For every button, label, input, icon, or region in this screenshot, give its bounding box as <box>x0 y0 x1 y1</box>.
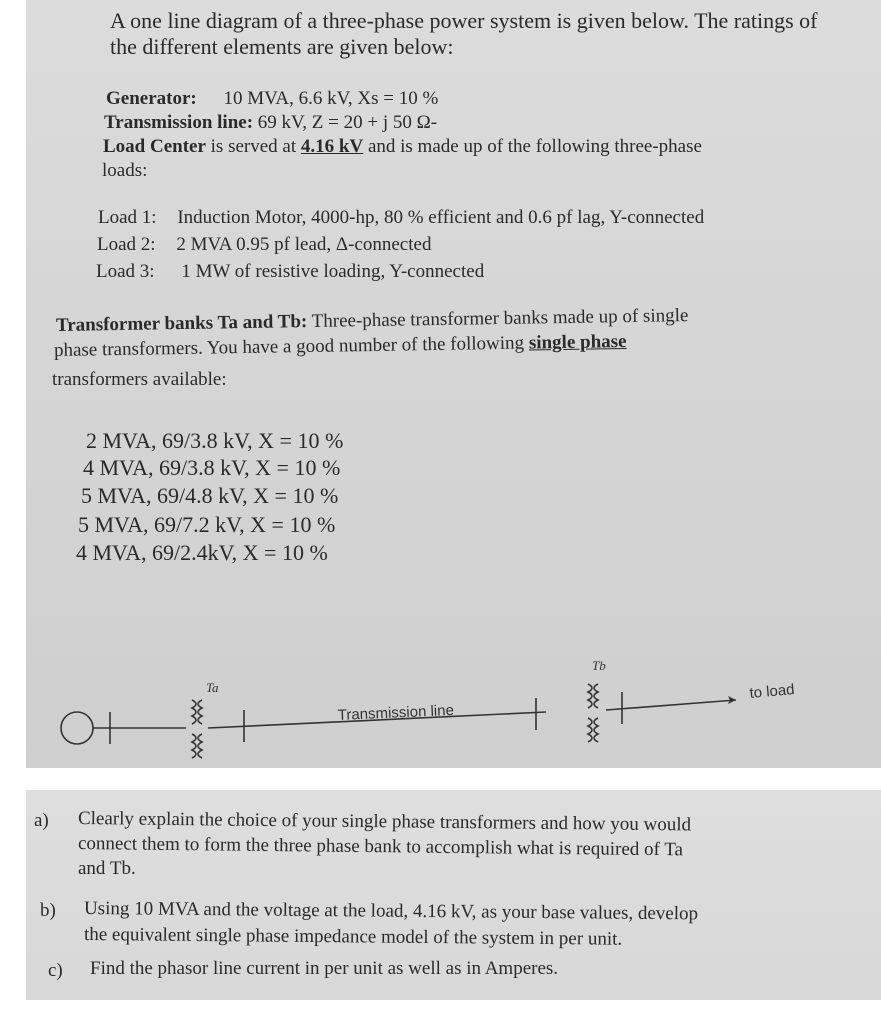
question-a-marker: a) <box>34 810 49 831</box>
transformer-banks-text-2a: phase transformers. You have a good number of the following <box>53 332 525 361</box>
load-1-desc: Induction Motor, 4000-hp, 80 % efficient and 0.6 pf lag, Y-connected <box>177 207 705 228</box>
generator-symbol <box>61 712 93 744</box>
load-3-label: Load 3: <box>96 261 155 282</box>
question-a-line-3: and Tb. <box>78 858 136 879</box>
ta-label: Ta <box>206 680 219 695</box>
question-a-line-1: Clearly explain the choice of your single phase transformers and how you would <box>77 808 692 836</box>
load-center-text-2: and is made up of the following three-phase <box>367 136 702 157</box>
question-a-line-2: connect them to form the three phase bank to accomplish what is required of Ta <box>77 833 684 861</box>
load-center-label: Load Center <box>103 136 206 157</box>
transformer-option-4: 5 MVA, 69/7.2 kV, X = 10 % <box>78 512 336 537</box>
tb-label: Tb <box>592 658 606 673</box>
ta-transformer-symbol <box>192 700 202 758</box>
load-center-voltage: 4.16 kV <box>300 136 364 157</box>
transmission-spec <box>104 112 437 134</box>
generator-spec <box>106 88 438 110</box>
intro-line-1: A one line diagram of a three-phase power system is given below. The ratings of <box>110 8 818 33</box>
load-center-text-1: is served at <box>210 136 297 157</box>
question-c-marker: c) <box>48 960 63 981</box>
tb-transformer-symbol <box>588 684 598 742</box>
question-b-line-1: Using 10 MVA and the voltage at the load, 4.16 kV, as your base values, develop <box>83 898 699 925</box>
one-line-diagram <box>26 640 881 768</box>
generator-label: Generator: <box>106 88 197 109</box>
question-b-line-2: the equivalent single phase impedance model of the system in per unit. <box>83 924 623 950</box>
load-1 <box>98 207 704 229</box>
transformer-option-3: 5 MVA, 69/4.8 kV, X = 10 % <box>81 483 339 508</box>
generator-value: 10 MVA, 6.6 kV, Xs = 10 % <box>223 88 439 109</box>
transformer-option-5: 4 MVA, 69/2.4kV, X = 10 % <box>76 540 328 565</box>
load-1-label: Load 1: <box>98 207 157 228</box>
question-c-line-1: Find the phasor line current in per unit as well as in Amperes. <box>90 958 559 979</box>
question-b-marker: b) <box>40 900 56 921</box>
transmission-line-label: Transmission line <box>337 701 455 724</box>
load-center-line-2: loads: <box>102 160 148 181</box>
transformer-banks-label: Transformer banks Ta and Tb: <box>55 311 308 336</box>
transformer-banks-text-2b: single phase <box>528 331 627 354</box>
intro-line-2: the different elements are given below: <box>110 34 454 59</box>
load-3 <box>96 261 484 283</box>
to-load-label: to load <box>748 681 796 702</box>
transmission-label: Transmission line: <box>104 112 254 133</box>
load-2 <box>97 234 431 256</box>
transformer-option-2: 4 MVA, 69/3.8 kV, X = 10 % <box>83 455 341 480</box>
load-2-label: Load 2: <box>97 234 156 255</box>
load-2-desc: 2 MVA 0.95 pf lead, Δ-connected <box>176 234 432 255</box>
transformer-banks-line-3: transformers available: <box>52 369 227 390</box>
load-center-line-1 <box>103 136 702 158</box>
load-3-desc: 1 MW of resistive loading, Y-connected <box>181 261 485 282</box>
transformer-banks-text-1: Three-phase transformer banks made up of single <box>311 305 689 332</box>
transformer-option-1: 2 MVA, 69/3.8 kV, X = 10 % <box>86 428 344 453</box>
transmission-value: 69 kV, Z = 20 + j 50 Ω- <box>257 112 438 133</box>
load-feeder-line <box>606 700 736 710</box>
